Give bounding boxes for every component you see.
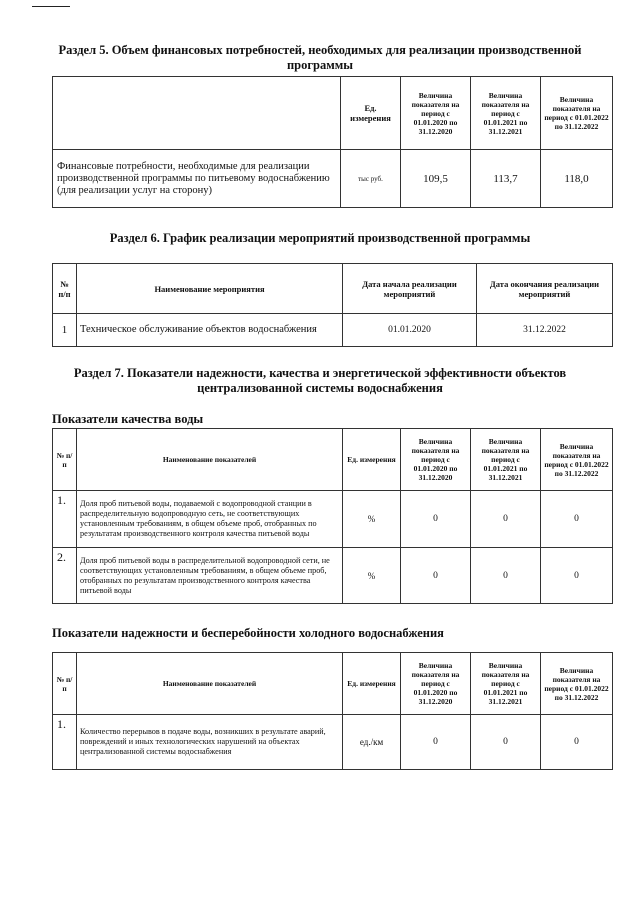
quality-row1-num: 1. — [53, 491, 77, 548]
table-row — [53, 491, 613, 548]
quality-subtitle: Показатели качества воды — [52, 412, 204, 426]
section5-row-name: Финансовые потребности, необходимые для реализации производственной программы по питьевому водоснабжению (для реализации услуг на сторону) — [53, 150, 341, 208]
section6-row-name: Техническое обслуживание объектов водоснабжения — [77, 314, 343, 347]
quality-row2-2021: 0 — [471, 548, 541, 604]
reliability-row-unit: ед./км — [343, 715, 401, 770]
quality-row2-name: Доля проб питьевой воды в распределительной водопроводной сети, не соответствующих установленным требованиям, в общем объеме проб, отобранных по результатам производственного контроля качества питьевой воды — [77, 548, 343, 604]
section5-table — [52, 76, 613, 208]
section5-header-2020: Величина показателя на период с 01.01.2020 по 31.12.2020 — [401, 77, 471, 150]
reliability-subtitle: Показатели надежности и бесперебойности холодного водоснабжения — [52, 626, 444, 640]
quality-row1-name: Доля проб питьевой воды, подаваемой с водопроводной станции в распределительную водопроводную сеть, не соответствующих установленным требованиям, в общем объеме проб, отобранных по результатам производственного контроля качества питьевой воды — [77, 491, 343, 548]
section5-row-unit: тыс руб. — [341, 150, 401, 208]
quality-header-unit: Ед. измерения — [343, 429, 401, 491]
reliability-header-2020: Величина показателя на период с 01.01.2020 по 31.12.2020 — [401, 653, 471, 715]
reliability-row-2021: 0 — [471, 715, 541, 770]
section5-header-unit: Ед. измерения — [341, 77, 401, 150]
section6-row-num: 1 — [53, 314, 77, 347]
quality-row1-unit: % — [343, 491, 401, 548]
section5-title-line1: Раздел 5. Объем финансовых потребностей, необходимых для реализации производственной — [58, 43, 582, 57]
reliability-row-2022: 0 — [541, 715, 613, 770]
quality-header-name: Наименование показателей — [77, 429, 343, 491]
quality-header-2020: Величина показателя на период с 01.01.2020 по 31.12.2020 — [401, 429, 471, 491]
section5-header-name — [53, 77, 341, 150]
quality-row1-2021: 0 — [471, 491, 541, 548]
reliability-row-num: 1. — [53, 715, 77, 770]
section6-table — [52, 263, 613, 347]
section6-row-start: 01.01.2020 — [343, 314, 477, 347]
section5-header-row — [53, 77, 613, 150]
reliability-header-num: № п/п — [53, 653, 77, 715]
table-row — [53, 150, 613, 208]
quality-header-2022: Величина показателя на период с 01.01.2022 по 31.12.2022 — [541, 429, 613, 491]
table-row — [53, 314, 613, 347]
section6-header-num: № п/п — [53, 264, 77, 314]
section5-header-2021: Величина показателя на период с 01.01.2021 по 31.12.2021 — [471, 77, 541, 150]
table-row — [53, 548, 613, 604]
reliability-row-2020: 0 — [401, 715, 471, 770]
reliability-header-name: Наименование показателей — [77, 653, 343, 715]
quality-row1-2020: 0 — [401, 491, 471, 548]
section7-title-line2: централизованной системы водоснабжения — [197, 381, 443, 395]
reliability-header-unit: Ед. измерения — [343, 653, 401, 715]
section6-title: Раздел 6. График реализации мероприятий производственной программы — [109, 231, 531, 245]
section5-row-2020: 109,5 — [401, 150, 471, 208]
section5-header-2022: Величина показателя на период с 01.01.2022 по 31.12.2022 — [541, 77, 613, 150]
section7-title — [30, 366, 610, 396]
reliability-header-2022: Величина показателя на период с 01.01.2022 по 31.12.2022 — [541, 653, 613, 715]
quality-table — [52, 428, 613, 604]
quality-row2-num: 2. — [53, 548, 77, 604]
section5-row-2021: 113,7 — [471, 150, 541, 208]
section6-header-start: Дата начала реализации мероприятий — [343, 264, 477, 314]
section6-header-row — [53, 264, 613, 314]
quality-row1-2022: 0 — [541, 491, 613, 548]
quality-row2-2020: 0 — [401, 548, 471, 604]
reliability-table — [52, 652, 613, 770]
table-row — [53, 715, 613, 770]
section5-title-line2: программы — [286, 58, 354, 72]
quality-header-2021: Величина показателя на период с 01.01.2021 по 31.12.2021 — [471, 429, 541, 491]
quality-row2-unit: % — [343, 548, 401, 604]
reliability-row-name: Количество перерывов в подаче воды, возникших в результате аварий, повреждений и иных технологических нарушений на объектах централизованной системы водоснабжения — [77, 715, 343, 770]
section5-title — [30, 43, 610, 73]
top-rule — [32, 6, 70, 7]
section6-header-end: Дата окончания реализации мероприятий — [477, 264, 613, 314]
section5-row-2022: 118,0 — [541, 150, 613, 208]
section7-title-line1: Раздел 7. Показатели надежности, качества и энергетической эффективности объектов — [73, 366, 567, 380]
quality-header-row — [53, 429, 613, 491]
quality-header-num: № п/п — [53, 429, 77, 491]
reliability-header-2021: Величина показателя на период с 01.01.2021 по 31.12.2021 — [471, 653, 541, 715]
quality-row2-2022: 0 — [541, 548, 613, 604]
reliability-header-row — [53, 653, 613, 715]
section6-header-name: Наименование мероприятия — [77, 264, 343, 314]
section6-row-end: 31.12.2022 — [477, 314, 613, 347]
